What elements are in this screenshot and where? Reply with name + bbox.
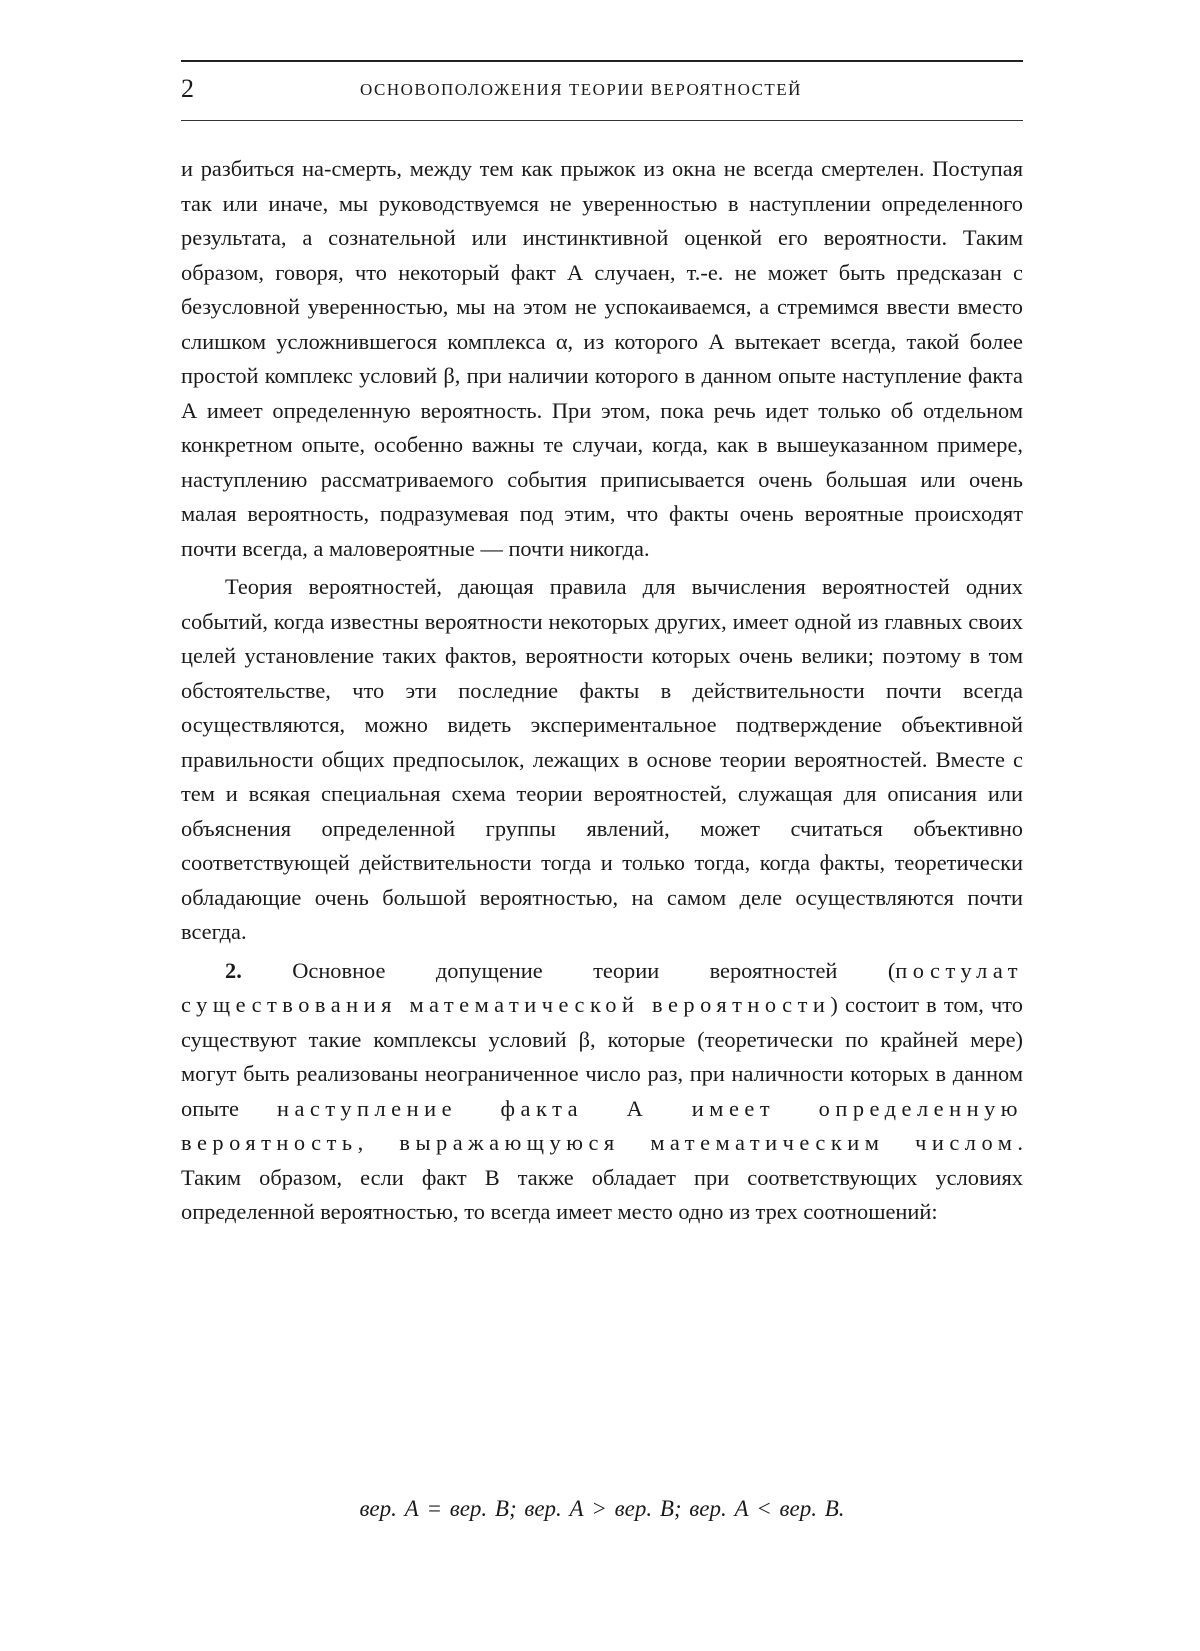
header-top-rule (181, 60, 1023, 62)
postulate-statement: наступление факта А имеет определенную вероятность, выражающуюся математическим числом (181, 1095, 1023, 1155)
section-text-c: . Таким образом, если факт В также обладает при соответствующих условиях определенной вероятностью, то всегда имеет место одно из трех соотношений: (181, 1130, 1023, 1224)
paragraph-theory: Теория вероятностей, дающая правила для вычисления вероятностей одних событий, когда известны вероятности некоторых других, имеет одной из главных своих целей установление таких фактов, вероятности которых очень велики; поэтому в том обстоятельстве, что эти последние факты в действительности почти всегда осуществляются, можно видеть экспериментальное подтверждение объективной правильности общих предпосылок, лежащих в основе теории вероятностей. Вместе с тем и всякая специальная схема теории вероятностей, служащая для описания или объяснения определенной группы явлений, может считаться объективно соответствующей действительности тогда и только тогда, когда факты, теоретически обладающие очень большой вероятностью, на самом деле осуществляются почти всегда. (181, 574, 1023, 944)
text-body (181, 152, 1023, 1230)
section-text-a: Основное допущение теории вероятностей ( (241, 957, 896, 983)
header-bottom-rule (181, 120, 1023, 121)
section-number: 2. (225, 957, 242, 983)
page-number: 2 (181, 74, 194, 103)
probability-relations-formula: вер. А = вер. В; вер. А > вер. В; вер. А < вер. В. (359, 1496, 845, 1521)
postulate-term: постулат существования математической вероятности (181, 957, 1023, 1017)
section-2-paragraph (181, 954, 1023, 1230)
section-text-b: ) состоит в том, что существуют такие комплексы условий β, которые (теоретически по крайней мере) могут быть реализованы неограниченное число раз, при наличности которых в данном опыте (181, 992, 1023, 1121)
paragraph-continued: и разбиться на-смерть, между тем как прыжок из окна не всегда смертелен. Поступая так или иначе, мы руководствуемся не уверенностью в наступлении определенного результата, а сознательной или инстинктивной оценкой его вероятности. Таким образом, говоря, что некоторый факт А случаен, т.-е. не может быть предсказан с безусловной уверенностью, мы на этом не успокаиваемся, а стремимся ввести вместо слишком усложнившегося комплекса α, из которого А вытекает всегда, такой более простой комплекс условий β, при наличии которого в данном опыте наступление факта А имеет определенную вероятность. При этом, пока речь идет только об отдельном конкретном опыте, особенно важны те случаи, когда, как в вышеуказанном примере, наступлению рассматриваемого события приписывается очень большая или очень малая вероятность, подразумевая под этим, что факты очень вероятные происходят почти всегда, а маловероятные — почти никогда. (181, 156, 1023, 561)
running-head: ОСНОВОПОЛОЖЕНИЯ ТЕОРИИ ВЕРОЯТНОСТЕЙ (360, 80, 802, 99)
